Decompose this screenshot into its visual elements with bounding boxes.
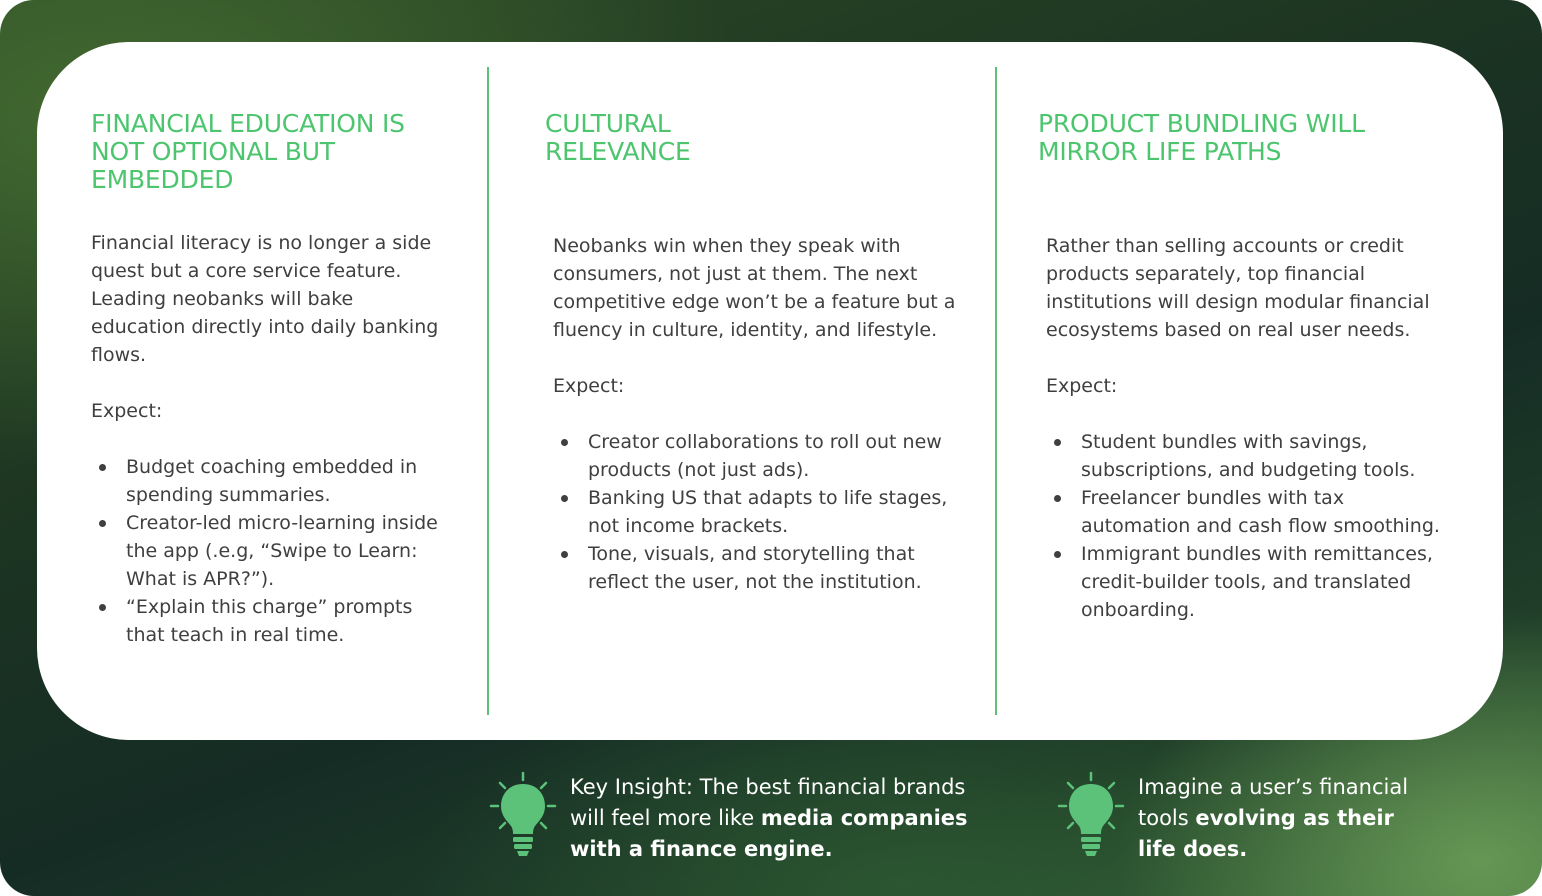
list-item: Banking US that adapts to life stages, not income brackets. — [588, 484, 958, 540]
list-item: Tone, visuals, and storytelling that reflect the user, not the institution. — [588, 540, 958, 596]
user-insight — [1056, 770, 1436, 865]
column-divider — [487, 67, 489, 715]
list-item: “Explain this charge” prompts that teach in real time. — [126, 593, 451, 649]
insight-text-plain: Imagine a user’s financial tools — [1138, 775, 1409, 830]
list-item: Student bundles with savings, subscriptions, and budgeting tools. — [1081, 428, 1441, 484]
column-body — [1046, 232, 1441, 624]
column-title: PRODUCT BUNDLING WILL MIRROR LIFE PATHS — [1038, 109, 1365, 166]
column-body — [553, 232, 958, 596]
column-cultural-relevance — [545, 109, 956, 593]
column-intro: Neobanks win when they speak with consumers, not just at them. The next competitive edge won’t be a feature but a fluency in culture, identity, and lifestyle. — [553, 235, 956, 341]
column-divider — [995, 67, 997, 715]
list-item: Budget coaching embedded in spending summaries. — [126, 453, 451, 509]
insight-text-bold: evolving as their life does. — [1138, 806, 1394, 861]
expect-label: Expect: — [91, 400, 163, 422]
insight-text — [1138, 772, 1423, 865]
column-intro: Financial literacy is no longer a side quest but a core service feature. Leading neobanks will bake education directly into daily banking flows. — [91, 232, 439, 366]
expect-list — [553, 428, 958, 596]
key-insight — [488, 770, 968, 865]
list-item: Creator collaborations to roll out new products (not just ads). — [588, 428, 958, 484]
column-title: CULTURAL RELEVANCE — [545, 109, 691, 166]
expect-label: Expect: — [553, 375, 625, 397]
list-item: Immigrant bundles with remittances, credit-builder tools, and translated onboarding. — [1081, 540, 1441, 624]
list-item: Creator-led micro-learning inside the app (.e.g, “Swipe to Learn: What is APR?”). — [126, 509, 451, 593]
column-intro: Rather than selling accounts or credit products separately, top financial institutions will design modular financial ecosystems based on real user needs. — [1046, 235, 1430, 341]
column-body — [91, 229, 451, 649]
expect-label: Expect: — [1046, 375, 1118, 397]
insight-text-plain: Key Insight: The best financial brands will feel more like — [570, 775, 966, 830]
column-title: FINANCIAL EDUCATION IS NOT OPTIONAL BUT EMBEDDED — [91, 109, 405, 194]
lightbulb-icon — [488, 770, 558, 860]
list-item: Freelancer bundles with tax automation and cash flow smoothing. — [1081, 484, 1441, 540]
lightbulb-icon — [1056, 770, 1126, 860]
column-product-bundling — [1038, 109, 1440, 621]
expect-list — [1046, 428, 1441, 624]
insight-text-bold: media companies with a finance engine. — [570, 806, 968, 861]
insight-text — [570, 772, 968, 865]
column-financial-education — [91, 109, 451, 646]
expect-list — [91, 453, 451, 649]
